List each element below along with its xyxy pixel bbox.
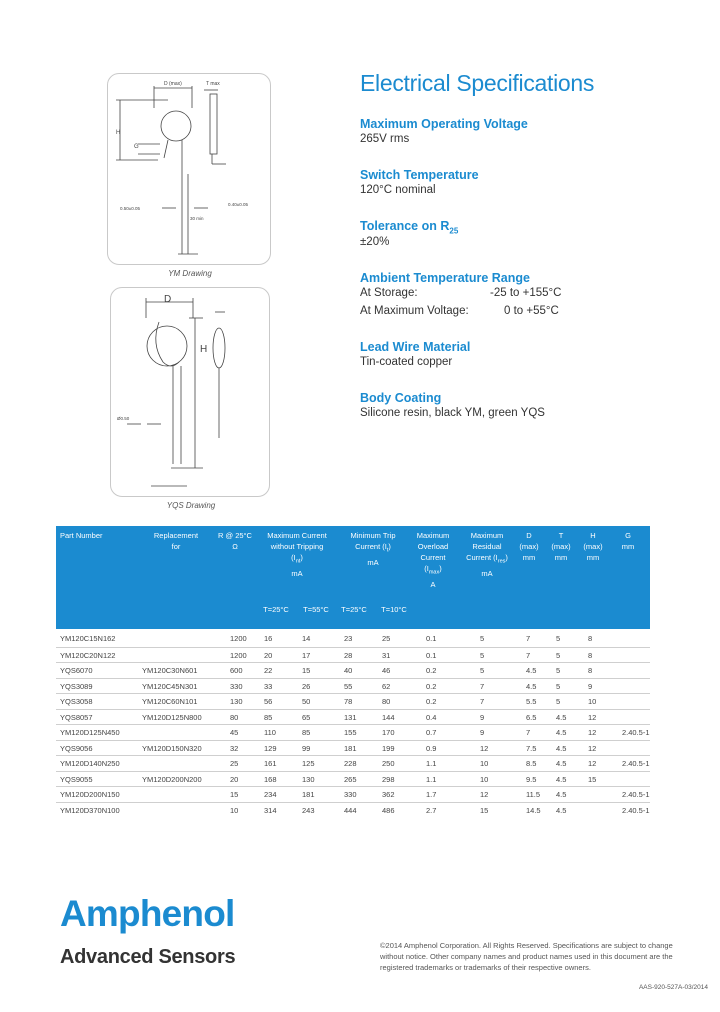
cell-d: 9.5 — [526, 774, 537, 784]
cell-overload: 0.2 — [426, 666, 437, 675]
cell-itrip-25: 330 — [344, 790, 357, 799]
cell-imax-25: 161 — [264, 759, 277, 768]
cell-t: 5 — [556, 697, 561, 706]
cell-part-number: YQS8057 — [60, 712, 93, 722]
cell-overload: 0.4 — [426, 712, 437, 722]
cell-imax-25: 22 — [264, 666, 273, 675]
cell-part-number: YQS3089 — [60, 681, 93, 691]
table-row — [56, 662, 650, 678]
spec-value-lead-wire: Tin-coated copper — [360, 356, 453, 368]
yqs-drawing-panel — [110, 287, 270, 497]
tolerance-heading-text: Tolerance on R — [360, 219, 450, 233]
copyright-notice: ©2014 Amphenol Corporation. All Rights Reserved. Specifications are subject to change without notice. Other company names and product names used in this document are the registered trademarks or trademarks of their respective owners. — [380, 941, 673, 972]
cell-replacement: YM120D125N800 — [142, 712, 202, 722]
cell-g: 2.40.5-1 — [622, 728, 650, 737]
th-d: D (max) mm — [519, 531, 539, 562]
cell-itrip-25: 55 — [344, 681, 353, 691]
cell-imax-25: 234 — [264, 790, 277, 799]
cell-r25: 600 — [230, 666, 243, 675]
cell-imax-25: 20 — [264, 650, 273, 660]
cell-d: 7 — [526, 728, 531, 737]
cell-itrip-10: 25 — [382, 634, 391, 643]
cell-itrip-10: 486 — [382, 805, 395, 815]
cell-residual: 5 — [480, 650, 485, 660]
cell-residual: 7 — [480, 697, 485, 706]
cell-imax-55: 243 — [302, 805, 315, 815]
cell-d: 6.5 — [526, 712, 537, 722]
cell-g: 2.40.5-1 — [622, 790, 650, 799]
cell-imax-55: 65 — [302, 712, 311, 722]
cell-h: 8 — [588, 666, 593, 675]
th-replacement: Replacement for — [153, 531, 199, 551]
cell-imax-55: 50 — [302, 697, 311, 706]
cell-r25: 10 — [230, 805, 239, 815]
cell-residual: 12 — [480, 743, 489, 753]
table-row — [56, 709, 650, 725]
th-r25: R @ 25°C Ω — [218, 531, 252, 551]
cell-part-number: YM120D200N150 — [60, 790, 120, 799]
cell-t: 4.5 — [556, 712, 567, 722]
cell-r25: 80 — [230, 712, 239, 722]
cell-imax-55: 99 — [302, 743, 311, 753]
cell-d: 4.5 — [526, 681, 537, 691]
cell-part-number: YQS6070 — [60, 666, 93, 675]
cell-itrip-25: 23 — [344, 634, 353, 643]
cell-r25: 25 — [230, 759, 239, 768]
cell-d: 5.5 — [526, 697, 537, 706]
cell-h: 12 — [588, 728, 597, 737]
cell-itrip-25: 228 — [344, 759, 357, 768]
cell-imax-55: 125 — [302, 759, 315, 768]
cell-imax-55: 14 — [302, 634, 311, 643]
cell-d: 7 — [526, 634, 531, 643]
division-name: Advanced Sensors — [60, 946, 236, 968]
cell-residual: 5 — [480, 634, 485, 643]
cell-t: 4.5 — [556, 790, 567, 799]
cell-itrip-10: 80 — [382, 697, 391, 706]
cell-imax-25: 56 — [264, 697, 273, 706]
cell-t: 5 — [556, 650, 561, 660]
ym-wire-right-label: 0.40±0.05 — [228, 202, 248, 207]
table-row — [56, 802, 650, 818]
cell-itrip-25: 28 — [344, 650, 353, 660]
cell-h: 8 — [588, 634, 593, 643]
cell-itrip-25: 131 — [344, 712, 357, 722]
cell-t: 4.5 — [556, 759, 567, 768]
cell-overload: 1.1 — [426, 774, 437, 784]
cell-r25: 32 — [230, 743, 239, 753]
table-row — [56, 786, 650, 802]
cell-residual: 10 — [480, 759, 489, 768]
ambient-storage-value: -25 to +155°C — [490, 287, 562, 299]
th-temp-a: T=25°C — [263, 605, 289, 614]
cell-t: 4.5 — [556, 728, 567, 737]
cell-overload: 0.2 — [426, 697, 437, 706]
cell-itrip-10: 62 — [382, 681, 391, 691]
spec-title: Electrical Specifications — [360, 70, 595, 96]
spec-heading-lead-wire: Lead Wire Material — [360, 340, 471, 354]
cell-r25: 45 — [230, 728, 239, 737]
cell-imax-25: 110 — [264, 728, 276, 737]
cell-overload: 0.9 — [426, 743, 437, 753]
th-min-trip: Minimum Trip Current $(I_t)$ mA — [350, 531, 396, 567]
th-h: H (max) mm — [583, 531, 603, 562]
cell-part-number: YM120D370N100 — [60, 805, 120, 815]
cell-part-number: YQS3058 — [60, 697, 93, 706]
cell-part-number: YM120D125N450 — [60, 728, 120, 737]
ym-tmax-label: T max — [206, 81, 220, 87]
cell-g: 2.40.5-1 — [622, 759, 650, 768]
document-number: AAS-920-527A-03/2014 — [638, 984, 708, 991]
cell-itrip-25: 444 — [344, 805, 357, 815]
cell-overload: 1.7 — [426, 790, 437, 799]
spec-heading-ambient: Ambient Temperature Range — [360, 271, 530, 285]
cell-imax-25: 33 — [264, 681, 273, 691]
ym-dmax-label: D (max) — [164, 81, 182, 87]
th-overload: Maximum Overload Current $(I_{max})$ A — [416, 531, 450, 589]
ym-wire-left-label: 0.50±0.05 — [120, 206, 140, 211]
yqs-drawing-caption: YQS Drawing — [166, 501, 216, 510]
cell-d: 4.5 — [526, 666, 537, 675]
cell-imax-25: 168 — [264, 774, 277, 784]
cell-replacement: YM120C45N301 — [142, 681, 198, 691]
table-row — [56, 678, 650, 694]
spec-ambient-storage-row — [360, 287, 660, 299]
ambient-storage-label: At Storage: — [360, 287, 418, 299]
cell-residual: 7 — [480, 681, 485, 691]
cell-overload: 1.1 — [426, 759, 437, 768]
cell-replacement: YM120C60N101 — [142, 697, 198, 706]
cell-h: 12 — [588, 712, 597, 722]
cell-itrip-10: 46 — [382, 666, 391, 675]
table-row — [56, 631, 650, 647]
spec-heading-switch-temp: Switch Temperature — [360, 168, 479, 182]
cell-part-number: YQS9055 — [60, 774, 93, 784]
cell-part-number: YM120C20N122 — [60, 650, 116, 660]
cell-t: 4.5 — [556, 774, 567, 784]
cell-itrip-10: 250 — [382, 759, 395, 768]
cell-part-number: YM120D140N250 — [60, 759, 120, 768]
cell-h: 10 — [588, 697, 597, 706]
yqs-h-label: H — [200, 344, 208, 355]
cell-imax-55: 17 — [302, 650, 311, 660]
cell-imax-55: 15 — [302, 666, 311, 675]
cell-r25: 1200 — [230, 650, 247, 660]
cell-itrip-10: 362 — [382, 790, 395, 799]
ym-drawing — [108, 74, 272, 266]
cell-overload: 0.1 — [426, 634, 437, 643]
cell-imax-55: 130 — [302, 774, 315, 784]
cell-d: 7.5 — [526, 743, 537, 753]
cell-residual: 10 — [480, 774, 489, 784]
cell-itrip-25: 265 — [344, 774, 357, 784]
cell-imax-55: 181 — [302, 790, 315, 799]
yqs-wire-label: Ø0.50 — [117, 416, 130, 421]
ym-g-label: G — [134, 144, 139, 150]
th-g: G mm — [621, 531, 635, 551]
cell-imax-25: 16 — [264, 634, 273, 643]
cell-h: 9 — [588, 681, 593, 691]
ym-h-label: H — [116, 130, 121, 136]
cell-d: 8.5 — [526, 759, 537, 768]
cell-itrip-25: 40 — [344, 666, 353, 675]
cell-residual: 5 — [480, 666, 485, 675]
tolerance-heading-sub: 25 — [449, 226, 459, 236]
cell-itrip-10: 199 — [382, 743, 395, 753]
cell-overload: 0.1 — [426, 650, 437, 660]
spec-table-header — [56, 526, 650, 629]
spec-ambient-maxvoltage-row — [360, 305, 660, 317]
table-row — [56, 755, 650, 771]
cell-t: 5 — [556, 681, 561, 691]
table-row — [56, 724, 650, 740]
cell-r25: 15 — [230, 790, 239, 799]
ym-drawing-caption: YM Drawing — [168, 269, 212, 278]
spec-heading-body-coating: Body Coating — [360, 391, 442, 405]
cell-t: 4.5 — [556, 743, 567, 753]
cell-replacement: YM120D150N320 — [142, 743, 202, 753]
cell-replacement: YM120D200N200 — [142, 774, 202, 784]
cell-itrip-10: 298 — [382, 774, 395, 784]
cell-itrip-10: 31 — [382, 650, 391, 660]
cell-h: 8 — [588, 650, 593, 660]
cell-d: 11.5 — [526, 790, 541, 799]
cell-residual: 15 — [480, 805, 489, 815]
spec-heading-max-voltage: Maximum Operating Voltage — [360, 117, 528, 131]
table-row — [56, 693, 650, 709]
th-part-number: Part Number — [60, 531, 103, 540]
ambient-maxvoltage-value: 0 to +55°C — [504, 305, 559, 317]
spec-value-switch-temp: 120°C nominal — [360, 184, 436, 196]
cell-r25: 130 — [230, 697, 243, 706]
cell-itrip-25: 78 — [344, 697, 353, 706]
spec-value-tolerance: ±20% — [360, 236, 390, 248]
yqs-drawing — [111, 288, 271, 498]
yqs-d-label: D — [164, 294, 172, 305]
cell-h: 15 — [588, 774, 597, 784]
cell-part-number: YQS9056 — [60, 743, 93, 753]
spec-value-body-coating: Silicone resin, black YM, green YQS — [360, 407, 545, 419]
th-t: T (max) mm — [551, 531, 571, 562]
cell-imax-25: 85 — [264, 712, 273, 722]
ambient-maxvoltage-label: At Maximum Voltage: — [360, 305, 469, 317]
cell-itrip-10: 170 — [382, 728, 395, 737]
th-residual: Maximum Residual Current $(I_{res})$ mA — [466, 531, 508, 578]
cell-imax-55: 85 — [302, 728, 311, 737]
cell-h: 12 — [588, 759, 597, 768]
cell-itrip-10: 144 — [382, 712, 395, 722]
cell-residual: 9 — [480, 728, 485, 737]
cell-itrip-25: 181 — [344, 743, 357, 753]
cell-t: 5 — [556, 634, 561, 643]
cell-overload: 2.7 — [426, 805, 437, 815]
table-row — [56, 771, 650, 787]
table-row — [56, 740, 650, 756]
cell-r25: 20 — [230, 774, 239, 784]
cell-replacement: YM120C30N601 — [142, 666, 198, 675]
cell-imax-25: 314 — [264, 805, 277, 815]
cell-part-number: YM120C15N162 — [60, 634, 116, 643]
th-temp-c: T=25°C — [341, 605, 367, 614]
ym-drawing-panel — [107, 73, 271, 265]
cell-overload: 0.7 — [426, 728, 437, 737]
cell-t: 4.5 — [556, 805, 567, 815]
table-row — [56, 647, 650, 663]
cell-r25: 330 — [230, 681, 243, 691]
cell-g: 2.40.5-1 — [622, 805, 650, 815]
cell-t: 5 — [556, 666, 561, 675]
cell-imax-25: 129 — [264, 743, 277, 753]
spec-value-max-voltage: 265V rms — [360, 133, 410, 145]
cell-d: 7 — [526, 650, 531, 660]
cell-residual: 9 — [480, 712, 485, 722]
cell-imax-55: 26 — [302, 681, 311, 691]
cell-overload: 0.2 — [426, 681, 437, 691]
th-max-current: Maximum Current without Tripping $(I_{nt})$ mA — [267, 531, 327, 578]
cell-d: 14.5 — [526, 805, 541, 815]
th-temp-b: T=55°C — [303, 605, 329, 614]
cell-itrip-25: 155 — [344, 728, 357, 737]
cell-residual: 12 — [480, 790, 489, 799]
spec-heading-tolerance — [360, 219, 458, 236]
cell-h: 12 — [588, 743, 597, 753]
ym-min-length-label: 30 min — [190, 216, 204, 221]
th-temp-d: T=10°C — [381, 605, 407, 614]
amphenol-logo: Amphenol — [60, 893, 235, 934]
cell-r25: 1200 — [230, 634, 247, 643]
